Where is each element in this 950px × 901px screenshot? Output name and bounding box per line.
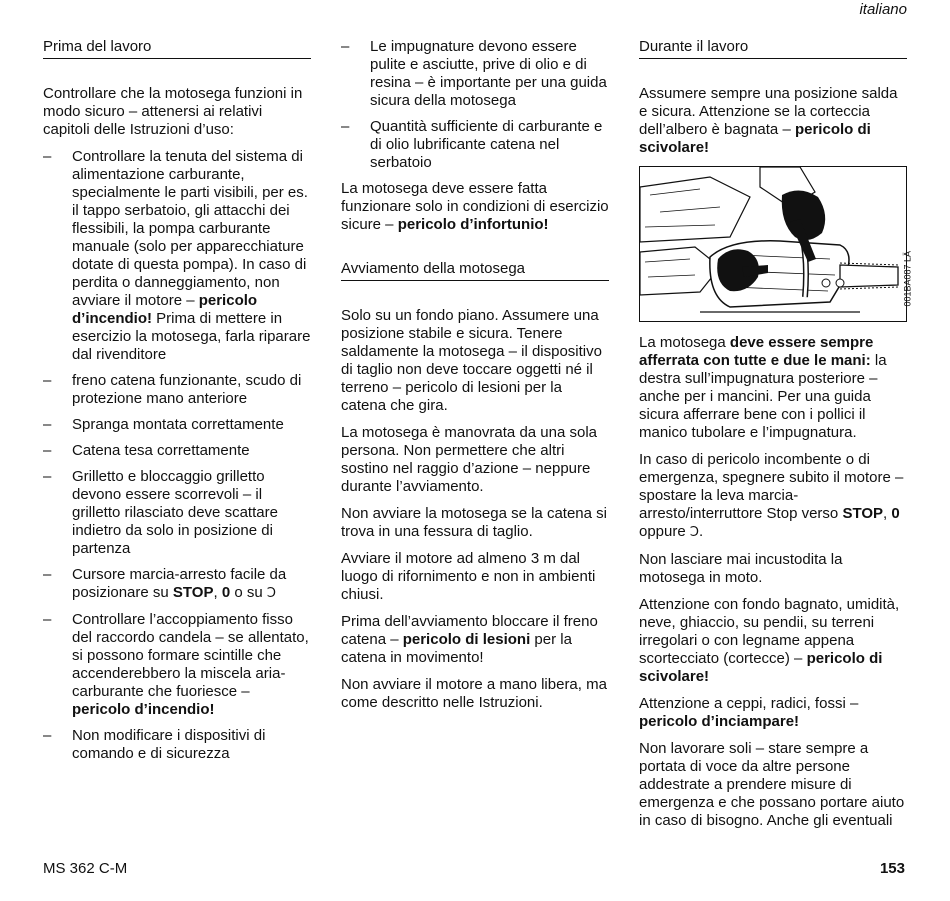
list-item: – Grilletto e bloccaggio grilletto devono essere scorrevoli – il grilletto rilasciato deve scattare indietro da solo in posizione di partenza (43, 468, 278, 557)
paragraph: La motosega deve essere fatta funzionare solo in condizioni di esercizio sicure – pericolo d’infortunio! (341, 180, 609, 233)
section-heading-avviamento: Avviamento della motosega (341, 260, 609, 281)
chainsaw-hands-drawing (640, 167, 906, 319)
section-heading-durante: Durante il lavoro (639, 38, 907, 59)
list-item: – Controllare l’accoppiamento fisso del raccordo candela – se allentato, si possono formare scintille che accenderebbero la miscela aria-carburante che fuoriesce – pericolo d’incendio! (43, 611, 309, 718)
paragraph: Attenzione a ceppi, radici, fossi – pericolo d’inciampare! (639, 695, 859, 730)
paragraph: Solo su un fondo piano. Assumere una posizione stabile e sicura. Tenere saldamente la motosega – il dispositivo di taglio non deve toccare oggetti né il terreno – pericolo di lesioni per la catena che gira. (341, 307, 602, 414)
choke-symbol-icon: Ɔ (689, 525, 700, 540)
paragraph: Non lavorare soli – stare sempre a portata di voce da altre persone addestrate a prendere misure di emergenza e che possano portare aiuto in caso di bisogno. Anche gli eventuali (639, 740, 905, 829)
section-heading-prima: Prima del lavoro (43, 38, 311, 59)
paragraph: Attenzione con fondo bagnato, umidità, neve, ghiaccio, su pendii, su terreni irregolari o con legname appena scortecciato (cortecce) – pericolo di scivolare! (639, 596, 900, 685)
list-item: – Cursore marcia-arresto facile da posizionare su STOP, 0 o su Ɔ (43, 566, 287, 601)
list-item: – Catena tesa correttamente (43, 442, 250, 459)
paragraph: Non lasciare mai incustodita la motosega in moto. (639, 551, 843, 586)
paragraph: Non avviare la motosega se la catena si trova in una fessura di taglio. (341, 505, 607, 540)
language-label: italiano (859, 1, 907, 18)
list-item: – Quantità sufficiente di carburante e di olio lubrificante catena nel serbatoio (341, 118, 603, 171)
paragraph: La motosega deve essere sempre afferrata con tutte e due le mani: la destra sull’impugnatura posteriore – anche per i mancini. Per una guida sicura afferrare bene con i pollici il manico tubolare e l’impugnatura. (639, 334, 887, 441)
paragraph: Non avviare il motore a mano libera, ma come descritto nelle Istruzioni. (341, 676, 607, 711)
list-item: – Le impugnature devono essere pulite e asciutte, prive di olio e di resina – è importante per una guida sicura della motosega (341, 38, 607, 109)
footer-model: MS 362 C-M (43, 860, 128, 877)
column-durante-il-lavoro (639, 38, 913, 839)
paragraph: Prima dell’avviamento bloccare il freno catena – pericolo di lesioni per la catena in movimento! (341, 613, 598, 666)
paragraph: Avviare il motore ad almeno 3 m dal luogo di rifornimento e non in ambienti chiusi. (341, 550, 596, 603)
list-item: – Controllare la tenuta del sistema di alimentazione carburante, specialmente le parti visibili, per es. il tappo serbatoio, gli attacchi dei flessibili, la pompa carburante manuale (solo per apparecchiature dotate di questa pompa). In caso di perdita o danneggiamento, non avviare il motore – pericolo d’incendio! Prima di mettere in esercizio la motosega, farla riparare dal rivenditore (43, 148, 311, 363)
page-number: 153 (879, 860, 905, 877)
paragraph: In caso di pericolo incombente o di emergenza, spegnere subito il motore – spostare la leva marcia-arresto/interruttore Stop verso STOP, 0 oppure Ɔ. (639, 451, 904, 540)
figure-code-label: 001BA087 LÄ (903, 251, 913, 307)
list-item: – freno catena funzionante, scudo di protezione mano anteriore (43, 372, 302, 407)
choke-symbol-icon: Ɔ (266, 586, 276, 601)
list-item: – Spranga montata correttamente (43, 416, 284, 433)
paragraph: La motosega è manovrata da una sola persona. Non permettere che altri sostino nel raggio d’azione – neppure durante l’avviamento. (341, 424, 598, 495)
column-prima-del-lavoro (43, 38, 311, 771)
column-avviamento (341, 38, 609, 721)
paragraph: Assumere sempre una posizione salda e sicura. Attenzione se la corteccia dell’albero è bagnata – pericolo di scivolare! (639, 85, 898, 156)
chainsaw-grip-illustration (639, 166, 913, 322)
intro-paragraph: Controllare che la motosega funzioni in modo sicuro – attenersi ai relativi capitoli delle Istruzioni d’uso: (43, 85, 303, 138)
list-item: – Non modificare i dispositivi di comando e di sicurezza (43, 727, 266, 762)
